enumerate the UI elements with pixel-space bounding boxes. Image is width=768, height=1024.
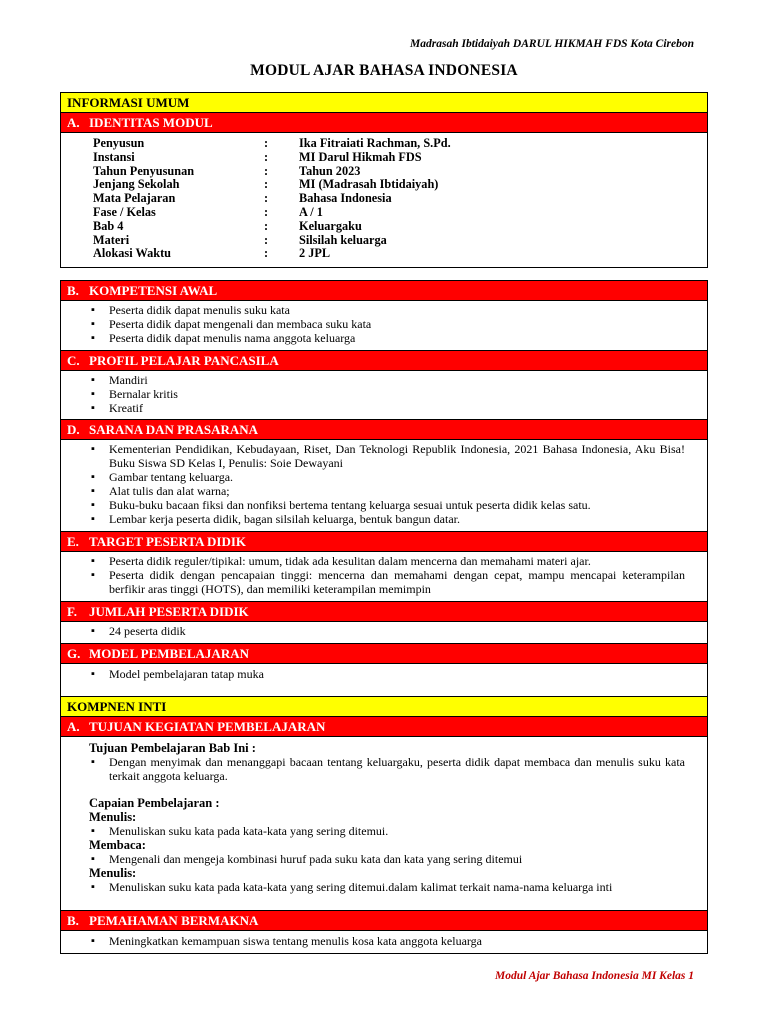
- komponen-inti-header: KOMPNEN INTI: [61, 697, 707, 717]
- profil-body: [61, 371, 707, 420]
- identitas-modul-header: [61, 113, 707, 133]
- section-letter: C.: [67, 353, 80, 368]
- identitas-key: Fase / Kelas: [93, 204, 156, 219]
- list-item: ▪ Menuliskan suku kata pada kata-kata yang sering ditemui.dalam kalimat terkait nama-nama keluarga inti: [109, 880, 685, 894]
- identitas-colon: :: [264, 136, 269, 150]
- jumlah-header: [61, 602, 707, 622]
- school-header: Madrasah Ibtidaiyah DARUL HIKMAH FDS Kota Cirebon: [410, 38, 694, 50]
- identitas-row: [93, 178, 451, 192]
- section-letter: E.: [67, 534, 79, 549]
- capaian-heading: Capaian Pembelajaran :: [89, 796, 220, 810]
- identitas-key: Instansi: [93, 149, 135, 164]
- list-item: ▪ Gambar tentang keluarga.: [109, 470, 685, 484]
- tujuan-bab-list: [89, 755, 685, 783]
- identitas-colon: :: [264, 204, 269, 219]
- list-item: ▪ Buku-buku bacaan fiksi dan nonfiksi bertema tentang keluarga sesuai untuk peserta didik kelas satu.: [109, 498, 685, 512]
- identitas-row: [93, 247, 451, 261]
- identitas-key: Jenjang Sekolah: [93, 177, 180, 192]
- sections-box: [60, 280, 708, 698]
- target-list: [89, 554, 685, 596]
- identitas-row: [93, 165, 451, 179]
- identitas-value: 2 JPL: [299, 246, 331, 261]
- identitas-colon: :: [264, 232, 269, 247]
- section-letter: B.: [67, 913, 79, 928]
- profil-header: [61, 351, 707, 371]
- page-footer: Modul Ajar Bahasa Indonesia MI Kelas 1: [495, 970, 694, 982]
- komponen-inti-box: [60, 696, 708, 954]
- identitas-colon: :: [264, 149, 269, 164]
- section-title: JUMLAH PESERTA DIDIK: [89, 604, 249, 619]
- menulis-list: [89, 824, 685, 838]
- identitas-value: Keluargaku: [299, 218, 362, 233]
- tujuan-bab-heading: Tujuan Pembelajaran Bab Ini :: [89, 741, 256, 755]
- jumlah-list: [89, 624, 685, 638]
- list-item: ▪ Peserta didik dapat mengenali dan membaca suku kata: [109, 317, 685, 331]
- sarana-body: [61, 440, 707, 532]
- list-item: ▪ Peserta didik dapat menulis suku kata: [109, 303, 685, 317]
- model-body: [61, 664, 707, 697]
- tujuan-body: [61, 737, 707, 911]
- section-letter: F.: [67, 604, 77, 619]
- list-item: ▪ Model pembelajaran tatap muka: [109, 667, 685, 681]
- tujuan-header: [61, 717, 707, 737]
- section-title: PROFIL PELAJAR PANCASILA: [89, 353, 279, 368]
- identitas-key: Alokasi Waktu: [93, 246, 172, 261]
- menulis-heading-2: Menulis:: [89, 866, 137, 880]
- list-item: ▪ 24 peserta didik: [109, 624, 685, 638]
- membaca-heading: Membaca:: [89, 838, 146, 852]
- list-item: ▪ Dengan menyimak dan menanggapi bacaan tentang keluargaku, peserta didik dapat membaca dan menulis suku kata terkait anggota keluarga.: [109, 755, 685, 783]
- model-header: [61, 644, 707, 664]
- list-item: ▪ Mandiri: [109, 373, 685, 387]
- section-title: MODEL PEMBELAJARAN: [89, 646, 249, 661]
- section-title: PEMAHAMAN BERMAKNA: [89, 913, 259, 928]
- identitas-value: MI Darul Hikmah FDS: [299, 149, 422, 164]
- list-item: ▪ Peserta didik reguler/tipikal: umum, tidak ada kesulitan dalam mencerna dan memahami materi ajar.: [109, 554, 685, 568]
- identitas-table: [93, 137, 451, 261]
- pemahaman-header: [61, 911, 707, 931]
- section-title: IDENTITAS MODUL: [89, 115, 213, 130]
- menulis-heading: Menulis:: [89, 810, 137, 824]
- sarana-header: [61, 420, 707, 440]
- identitas-row: [93, 192, 451, 206]
- section-title: TUJUAN KEGIATAN PEMBELAJARAN: [89, 719, 326, 734]
- membaca-list: [89, 852, 685, 866]
- identitas-modul-body: [61, 133, 707, 267]
- identitas-colon: :: [264, 246, 269, 261]
- jumlah-body: [61, 622, 707, 644]
- informasi-umum-box: [60, 92, 708, 268]
- section-letter: A.: [67, 115, 80, 130]
- kompetensi-list: [89, 303, 685, 345]
- list-item: ▪ Meningkatkan kemampuan siswa tentang menulis kosa kata anggota keluarga: [109, 934, 685, 948]
- informasi-umum-header: INFORMASI UMUM: [61, 93, 707, 113]
- list-item: ▪ Peserta didik dengan pencapaian tinggi: mencerna dan memahami dengan cepat, mampu mencapai keterampilan berfikir aras tinggi (HOTS), dan memiliki keterampilan memimpin: [109, 568, 685, 596]
- section-title: KOMPETENSI AWAL: [89, 283, 218, 298]
- menulis-list-2: [89, 880, 685, 894]
- list-item: ▪ Kementerian Pendidikan, Kebudayaan, Riset, Dan Teknologi Republik Indonesia, 2021 Bahasa Indonesia, Aku Bisa! Buku Siswa SD Kelas I, Penulis: Soie Dewayani: [109, 442, 685, 470]
- identitas-row: [93, 220, 451, 234]
- identitas-value: A / 1: [299, 204, 323, 219]
- identitas-row: [93, 137, 451, 151]
- section-letter: B.: [67, 283, 79, 298]
- section-title: SARANA DAN PRASARANA: [89, 422, 259, 437]
- identitas-row: [93, 151, 451, 165]
- pemahaman-list: [89, 934, 685, 948]
- list-item: ▪ Lembar kerja peserta didik, bagan silsilah keluarga, bentuk bangun datar.: [109, 512, 685, 526]
- identitas-colon: :: [264, 191, 269, 206]
- identitas-value: Ika Fitraiati Rachman, S.Pd.: [299, 136, 451, 150]
- pemahaman-body: [61, 931, 707, 953]
- sarana-list: [89, 442, 685, 526]
- document-title: MODUL AJAR BAHASA INDONESIA: [250, 62, 518, 79]
- section-letter: A.: [67, 719, 80, 734]
- identitas-key: Tahun Penyusunan: [93, 163, 195, 178]
- identitas-colon: :: [264, 163, 269, 178]
- identitas-row: [93, 206, 451, 220]
- section-title: TARGET PESERTA DIDIK: [89, 534, 247, 549]
- section-letter: G.: [67, 646, 81, 661]
- model-list: [89, 667, 685, 681]
- list-item: ▪ Kreatif: [109, 401, 685, 415]
- list-item: ▪ Menuliskan suku kata pada kata-kata yang sering ditemui.: [109, 824, 685, 838]
- identitas-key: Penyusun: [93, 136, 145, 150]
- list-item: ▪ Peserta didik dapat menulis nama anggota keluarga: [109, 331, 685, 345]
- identitas-colon: :: [264, 177, 269, 192]
- identitas-row: [93, 234, 451, 248]
- kompetensi-body: [61, 301, 707, 351]
- list-item: ▪ Mengenali dan mengeja kombinasi huruf pada suku kata dan kata yang sering ditemui: [109, 852, 685, 866]
- identitas-colon: :: [264, 218, 269, 233]
- target-body: [61, 552, 707, 602]
- identitas-key: Mata Pelajaran: [93, 191, 176, 206]
- kompetensi-header: [61, 281, 707, 301]
- section-letter: D.: [67, 422, 80, 437]
- target-header: [61, 532, 707, 552]
- identitas-value: MI (Madrasah Ibtidaiyah): [299, 177, 439, 192]
- list-item: ▪ Bernalar kritis: [109, 387, 685, 401]
- profil-list: [89, 373, 685, 415]
- identitas-value: Bahasa Indonesia: [299, 191, 392, 206]
- identitas-key: Bab 4: [93, 218, 124, 233]
- identitas-value: Silsilah keluarga: [299, 232, 387, 247]
- list-item: ▪ Alat tulis dan alat warna;: [109, 484, 685, 498]
- identitas-value: Tahun 2023: [299, 163, 361, 178]
- identitas-key: Materi: [93, 232, 130, 247]
